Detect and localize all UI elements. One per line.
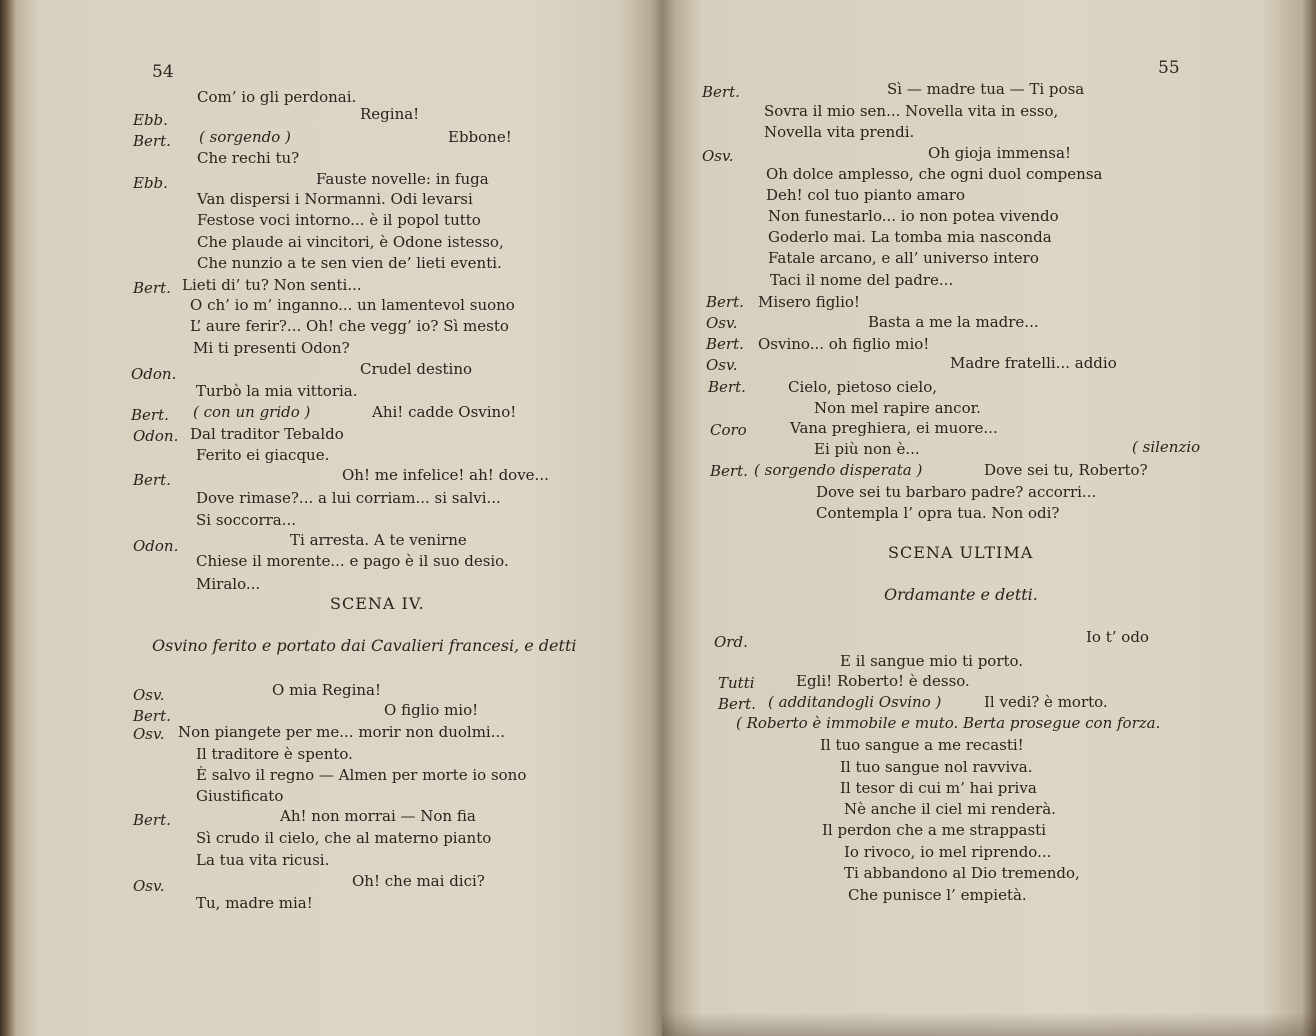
verse-line: Non mel rapire ancor. [814,399,981,417]
verse-line: Giustificato [196,787,284,805]
verse-line: Sovra il mio sen... Novella vita in esso, [764,102,1059,120]
verse-line: Che plaude ai vincitori, è Odone istesso, [197,233,504,251]
speaker-label: Ord. [714,633,748,651]
speaker-label: Odon. [133,427,179,445]
stage-direction: ( sorgendo disperata ) [754,461,923,479]
scene-title: SCENA IV. [330,594,425,613]
verse-line: Ahi! cadde Osvino! [372,403,517,421]
speaker-label: Osv. [133,725,165,743]
right-page [662,0,1316,1036]
verse-line: Ah! non morrai — Non fia [280,807,476,825]
speaker-label: Osv. [133,877,165,895]
speaker-label: Osv. [706,356,738,374]
verse-line: Contempla l’ opra tua. Non odi? [816,504,1060,522]
verse-line: Il vedi? è morto. [984,693,1108,711]
verse-line: L’ aure ferir?... Oh! che vegg’ io? Sì mesto [190,317,509,335]
verse-line: Van dispersi i Normanni. Odi levarsi [197,190,473,208]
speaker-label: Ebb. [133,174,168,192]
speaker-label: Tutti [718,674,755,692]
verse-line: Tu, madre mia! [196,894,313,912]
scene-title: SCENA ULTIMA [888,543,1034,562]
verse-line: Io rivoco, io mel riprendo... [844,843,1052,861]
verse-line: Dal traditor Tebaldo [190,425,344,443]
stage-direction: ( silenzio [1132,438,1201,456]
verse-line: Il tuo sangue nol ravviva. [840,758,1033,776]
verse-line: Chiese il morente... e pago è il suo desio. [196,552,509,570]
verse-line: Dove rimase?... a lui corriam... si salvi... [196,489,501,507]
verse-line: Oh gioja immensa! [928,144,1071,162]
verse-line: Ti arresta. A te venirne [290,531,467,549]
verse-line: Oh dolce amplesso, che ogni duol compensa [766,165,1103,183]
verse-line: O ch’ io m’ inganno... un lamentevol suono [190,296,515,314]
speaker-label: Bert. [710,462,748,480]
verse-line: Basta a me la madre... [868,313,1039,331]
speaker-label: Bert. [131,406,169,424]
verse-line: Non piangete per me... morir non duolmi... [178,723,506,741]
speaker-label: Osv. [702,147,734,165]
stage-direction: ( sorgendo ) [199,128,291,146]
verse-line: Fatale arcano, e all’ universo intero [768,249,1039,267]
verse-line: Che punisce l’ empietà. [848,886,1027,904]
scene-caption: Ordamante e detti. [884,585,1038,604]
verse-line: La tua vita ricusi. [196,851,330,869]
verse-line: È salvo il regno — Almen per morte io sono [196,766,527,784]
speaker-label: Osv. [133,686,165,704]
verse-line: Goderlo mai. La tomba mia nasconda [768,228,1052,246]
speaker-label: Odon. [131,365,177,383]
verse-line: O mia Regina! [272,681,381,699]
speaker-label: Bert. [133,132,171,150]
speaker-label: Osv. [706,314,738,332]
verse-line: O figlio mio! [384,701,479,719]
verse-line: Dove sei tu barbaro padre? accorri... [816,483,1097,501]
verse-line: Novella vita prendi. [764,123,915,141]
verse-line: Crudel destino [360,360,473,378]
speaker-label: Bert. [702,83,740,101]
verse-line: Che nunzio a te sen vien de’ lieti eventi. [197,254,502,272]
verse-line: Io t’ odo [1086,628,1149,646]
stage-direction: ( Roberto è immobile e muto. Berta prosegue con forza. [736,714,1161,732]
verse-line: Osvino... oh figlio mio! [758,335,930,353]
verse-line: Cielo, pietoso cielo, [788,378,938,396]
verse-line: Oh! me infelice! ah! dove... [342,466,549,484]
verse-line: Il traditore è spento. [196,745,353,763]
verse-line: Deh! col tuo pianto amaro [766,186,965,204]
verse-line: Turbò la mia vittoria. [196,382,358,400]
speaker-label: Bert. [133,279,171,297]
verse-line: Si soccorra... [196,511,296,529]
page-number: 55 [1158,58,1180,78]
verse-line: Sì crudo il cielo, che al materno pianto [196,829,492,847]
speaker-label: Bert. [133,707,171,725]
speaker-label: Odon. [133,537,179,555]
speaker-label: Ebb. [133,111,168,129]
verse-line: Regina! [360,105,420,123]
verse-line: Fauste novelle: in fuga [316,170,489,188]
verse-line: Il tesor di cui m’ hai priva [840,779,1037,797]
verse-line: Ferito ei giacque. [196,446,330,464]
verse-line: Misero figlio! [758,293,860,311]
verse-line: Ti abbandono al Dio tremendo, [844,864,1080,882]
verse-line: E il sangue mio ti porto. [840,652,1024,670]
verse-line: Miralo... [196,575,261,593]
verse-line: Madre fratelli... addio [950,354,1117,372]
verse-line: Nè anche il ciel mi renderà. [844,800,1056,818]
verse-line: Ei più non è... [814,440,920,458]
verse-line: Che rechi tu? [197,149,300,167]
verse-line: Com’ io gli perdonai. [197,88,357,106]
verse-line: Sì — madre tua — Ti posa [887,80,1085,98]
speaker-label: Bert. [133,811,171,829]
verse-line: Lieti di’ tu? Non senti... [182,276,362,294]
speaker-label: Bert. [706,293,744,311]
verse-line: Dove sei tu, Roberto? [984,461,1148,479]
verse-line: Oh! che mai dici? [352,872,485,890]
verse-line: Il tuo sangue a me recasti! [820,736,1024,754]
page-number: 54 [152,62,174,82]
verse-line: Il perdon che a me strappasti [822,821,1046,839]
verse-line: Taci il nome del padre... [770,271,954,289]
speaker-label: Coro [710,421,747,439]
speaker-label: Bert. [133,471,171,489]
speaker-label: Bert. [706,335,744,353]
verse-line: Mi ti presenti Odon? [193,339,350,357]
verse-line: Egli! Roberto! è desso. [796,672,970,690]
verse-line: Vana preghiera, ei muore... [790,419,998,437]
stage-direction: ( additandogli Osvino ) [768,693,942,711]
speaker-label: Bert. [708,378,746,396]
verse-line: Ebbone! [448,128,512,146]
scene-caption: Osvino ferito e portato dai Cavalieri francesi, e detti [152,636,577,655]
verse-line: Festose voci intorno... è il popol tutto [197,211,481,229]
speaker-label: Bert. [718,695,756,713]
verse-line: Non funestarlo... io non potea vivendo [768,207,1059,225]
stage-direction: ( con un grido ) [193,403,311,421]
